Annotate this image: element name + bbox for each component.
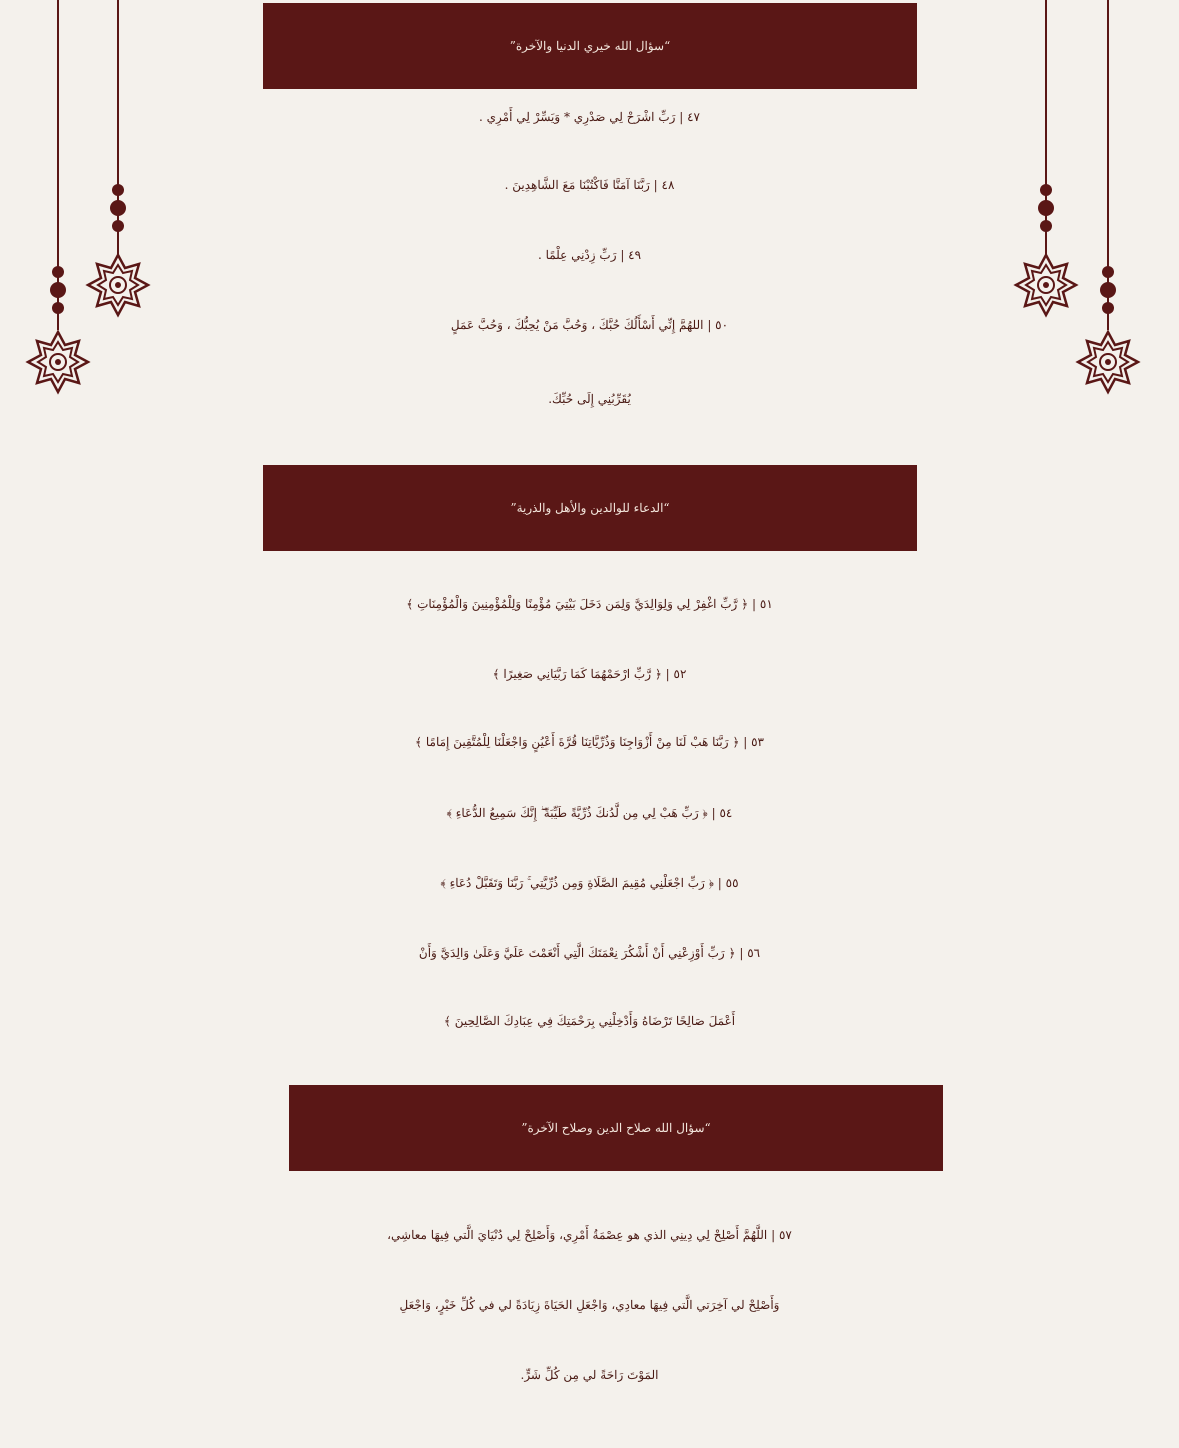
dua-item-54: ٥٤ | ﴿ رَبِّ هَبْ لِي مِن لَّدُنكَ ذُرِّيَّةً طَيِّبَةً ۖ إِنَّكَ سَمِيعُ الدُّعَاءِ ﴾ [446, 806, 733, 820]
bead-icon [1038, 200, 1054, 216]
dua-item-51: ٥١ | ﴿ رَّبِّ اغْفِرْ لِي وَلِوَالِدَيَّ وَلِمَن دَخَلَ بَيْتِيَ مُؤْمِنًا وَلِلْمُؤْمِنِينَ وَالْمُؤْمِنَاتِ ﴾ [406, 597, 773, 611]
item-text: ﴿ رَبِّ اجْعَلْنِي مُقِيمَ الصَّلَاةِ وَمِن ذُرِّيَّتِي ۚ رَبَّنَا وَتَقَبَّلْ دُعَاءِ ﴾ [440, 876, 714, 890]
bead-icon [52, 266, 64, 278]
dua-item-53: ٥٣ | ﴿ رَبَّنَا هَبْ لَنَا مِنْ أَزْوَاجِنَا وَذُرِّيَّاتِنَا قُرَّةَ أَعْيُنٍ وَاجْعَلْنَا لِلْمُتَّقِينَ إِمَامًا ﴾ [415, 735, 764, 749]
bead-icon [110, 200, 126, 216]
ornament-left-inner [88, 0, 148, 315]
item-number: ٤٩ [628, 248, 642, 262]
hanging-star-ornament-icon [88, 255, 148, 315]
item-text: ﴿ رَبَّنَا هَبْ لَنَا مِنْ أَزْوَاجِنَا وَذُرِّيَّاتِنَا قُرَّةَ أَعْيُنٍ وَاجْعَلْنَا لِلْمُتَّقِينَ إِمَامًا ﴾ [415, 735, 740, 749]
item-text: رَبَّنَا آمَنَّا فَاكْتُبْنَا مَعَ الشَّاهِدِينَ . [504, 178, 650, 192]
item-text: رَبِّ اشْرَحْ لِي صَدْرِي * وَيَسِّرْ لِي أَمْرِي . [479, 110, 676, 124]
bead-icon [1040, 220, 1052, 232]
dua-item-56: ٥٦ | ﴿ رَبِّ أَوْزِعْنِي أَنْ أَشْكُرَ نِعْمَتَكَ الَّتِي أَنْعَمْتَ عَلَيَّ وَعَلَىٰ وَالِدَيَّ وَأَنْ [418, 946, 761, 960]
hanging-star-ornament-icon [1078, 332, 1138, 392]
bead-icon [112, 220, 124, 232]
bead-icon [50, 282, 66, 298]
item-number: ٤٧ [687, 110, 700, 124]
item-number: ٥٢ [673, 667, 687, 681]
dua-item-57-continued: وَأَصْلِحْ لي آخِرَتي الَّتي فِيهَا معادِي، وَاجْعَلِ الحَيَاةَ زِيَادَةً لي في كُلِّ خَيْرٍ، وَاجْعَلِ [399, 1298, 780, 1312]
dua-item-47: ٤٧ | رَبِّ اشْرَحْ لِي صَدْرِي * وَيَسِّرْ لِي أَمْرِي . [479, 110, 700, 124]
bead-icon [1100, 282, 1116, 298]
item-text: ﴿ رَّبِّ ارْحَمْهُمَا كَمَا رَبَّيَانِي صَغِيرًا ﴾ [492, 667, 662, 681]
dua-item-57-continued-2: المَوْتَ رَاحَةً لي مِن كُلِّ شَرٍّ. [520, 1368, 659, 1382]
dua-item-50: ٥٠ | اللهُمَّ إِنِّي أَسْأَلُكَ حُبَّكَ ، وَحُبَّ مَنْ يُحِبُّكَ ، وَحُبَّ عَمَلٍ [450, 318, 729, 332]
bead-icon [1102, 302, 1114, 314]
bead-icon [1102, 266, 1114, 278]
ornament-right-outer [1078, 0, 1138, 392]
item-number: ٥٣ [751, 735, 764, 749]
item-number: ٥١ [759, 597, 773, 611]
dua-item-55: ٥٥ | ﴿ رَبِّ اجْعَلْنِي مُقِيمَ الصَّلَاةِ وَمِن ذُرِّيَّتِي ۚ رَبَّنَا وَتَقَبَّلْ دُعَاءِ ﴾ [440, 876, 739, 890]
dua-item-57: ٥٧ | اللَّهُمَّ أَصْلِحْ لِي دِينِي الذي هو عِصْمَةُ أَمْرِي، وَأَصْلِحْ لِي دُنْيَايَ الَّتي فِيهَا معاشِي، [387, 1228, 792, 1242]
item-text: اللهُمَّ إِنِّي أَسْأَلُكَ حُبَّكَ ، وَحُبَّ مَنْ يُحِبُّكَ ، وَحُبَّ عَمَلٍ [450, 318, 704, 332]
section-title-3: “سؤال الله صلاح الدين وصلاح الآخرة” [289, 1085, 943, 1171]
dua-item-50-continued: يُقَرِّبُنِي إِلَى حُبِّكَ. [548, 392, 631, 406]
section-title-1: “سؤال الله خيري الدنيا والآخرة” [263, 3, 917, 89]
item-text: اللَّهُمَّ أَصْلِحْ لِي دِينِي الذي هو عِصْمَةُ أَمْرِي، وَأَصْلِحْ لِي دُنْيَايَ الَّتي فِيهَا معاشِي، [387, 1228, 768, 1242]
item-number: ٥٠ [715, 318, 729, 332]
hanging-star-ornament-icon [28, 332, 88, 392]
item-text: ﴿ رَبِّ أَوْزِعْنِي أَنْ أَشْكُرَ نِعْمَتَكَ الَّتِي أَنْعَمْتَ عَلَيَّ وَعَلَىٰ وَالِدَيَّ وَأَنْ [418, 946, 736, 960]
item-number: ٤٨ [661, 178, 675, 192]
item-text: ﴿ رَّبِّ اغْفِرْ لِي وَلِوَالِدَيَّ وَلِمَن دَخَلَ بَيْتِيَ مُؤْمِنًا وَلِلْمُؤْمِنِينَ وَالْمُؤْمِنَاتِ ﴾ [406, 597, 749, 611]
ornament-right-inner [1016, 0, 1076, 315]
bead-icon [52, 302, 64, 314]
section-title-2: “الدعاء للوالدين والأهل والذرية” [263, 465, 917, 551]
dua-item-49: ٤٩ | رَبِّ زِدْنِي عِلْمًا . [537, 248, 642, 262]
item-number: ٥٦ [747, 946, 761, 960]
item-text: رَبِّ زِدْنِي عِلْمًا . [537, 248, 617, 262]
item-number: ٥٤ [719, 806, 733, 820]
dua-item-56-continued: أَعْمَلَ صَالِحًا تَرْضَاهُ وَأَدْخِلْنِي بِرَحْمَتِكَ فِي عِبَادِكَ الصَّالِحِينَ ﴾ [443, 1014, 736, 1028]
item-number: ٥٧ [778, 1228, 792, 1242]
item-text: ﴿ رَبِّ هَبْ لِي مِن لَّدُنكَ ذُرِّيَّةً طَيِّبَةً ۖ إِنَّكَ سَمِيعُ الدُّعَاءِ ﴾ [446, 806, 708, 820]
dua-item-48: ٤٨ | رَبَّنَا آمَنَّا فَاكْتُبْنَا مَعَ الشَّاهِدِينَ . [504, 178, 675, 192]
ornament-left-outer [28, 0, 88, 392]
hanging-star-ornament-icon [1016, 255, 1076, 315]
item-number: ٥٥ [725, 876, 739, 890]
dua-item-52: ٥٢ | ﴿ رَّبِّ ارْحَمْهُمَا كَمَا رَبَّيَانِي صَغِيرًا ﴾ [492, 667, 687, 681]
